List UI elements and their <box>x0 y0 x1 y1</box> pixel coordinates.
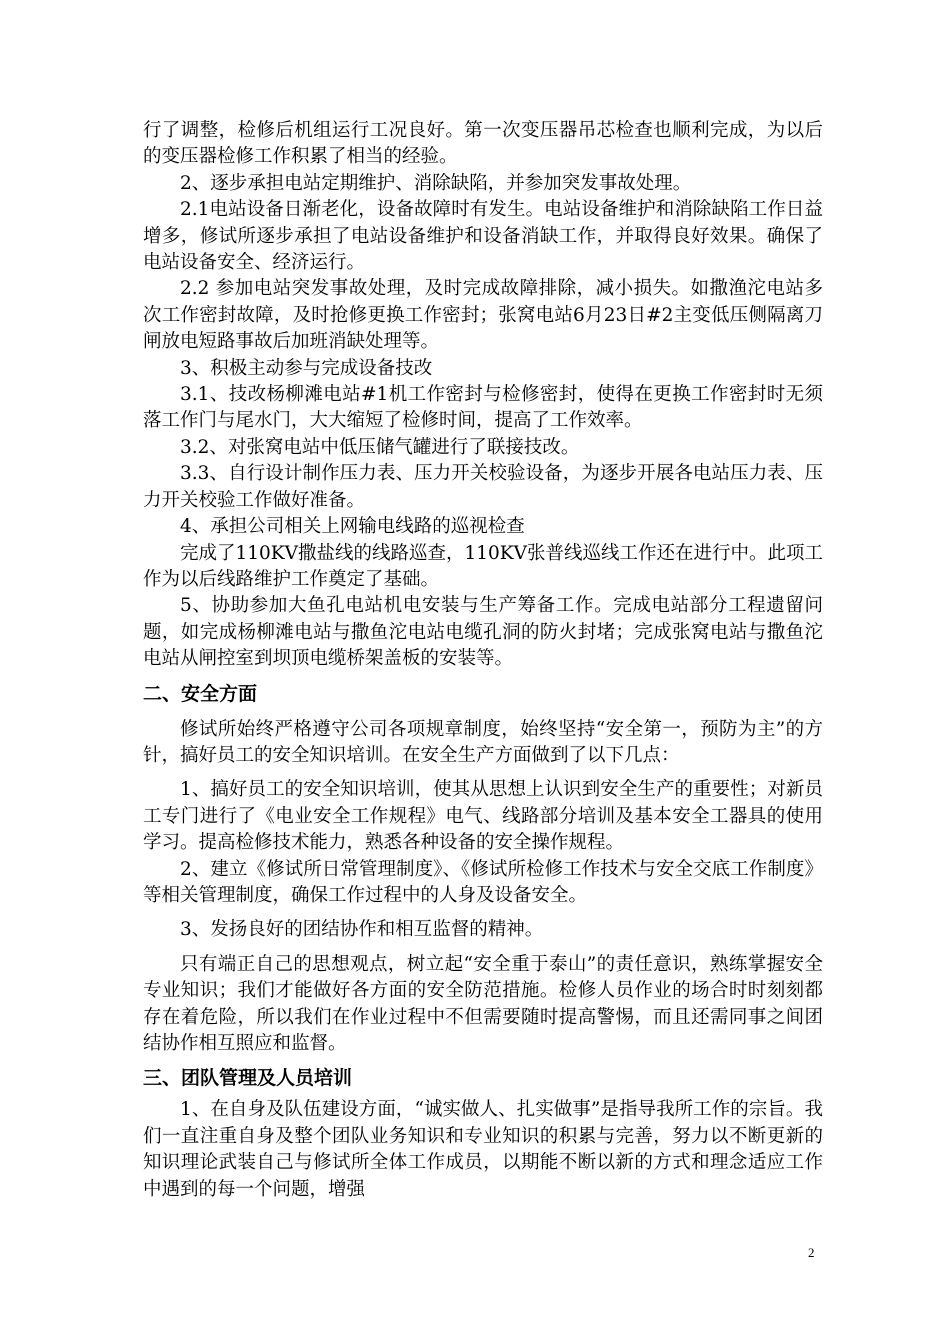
page-number: 2 <box>808 1245 815 1260</box>
paragraph: 3.3、自行设计制作压力表、压力开关校验设备，为逐步开展各电站压力表、压力开关校验工作做好准备。 <box>143 463 823 511</box>
paragraph: 2.1电站设备日渐老化，设备故障时有发生。电站设备维护和消除缺陷工作日益增多，修试所逐步承担了电站设备维护和设备消缺工作，并取得良好效果。确保了电站设备安全、经济运行。 <box>143 199 823 274</box>
paragraph: 2、逐步承担电站定期维护、消除缺陷，并参加突发事故处理。 <box>180 172 692 194</box>
paragraph: 修试所始终严格遵守公司各项规章制度，始终坚持“安全第一，预防为主”的方针，搞好员工的安全知识培训。在安全生产方面做到了以下几点： <box>143 718 823 766</box>
paragraph: 3.1、技改杨柳滩电站#1机工作密封与检修密封，使得在更换工作密封时无须落工作门与尾水门，大大缩短了检修时间，提高了工作效率。 <box>143 384 823 432</box>
section-heading-safety: 二、安全方面 <box>143 682 258 705</box>
paragraph: 4、承担公司相关上网输电线路的巡视检查 <box>180 516 525 538</box>
paragraph: 3.2、对张窝电站中低压储气罐进行了联接技改。 <box>180 436 580 458</box>
paragraph: 2、建立《修试所日常管理制度》、《修试所检修工作技术与安全交底工作制度》等相关管理制度，确保工作过程中的人身及设备安全。 <box>143 858 823 906</box>
paragraph: 完成了110KV撒盐线的线路巡查，110KV张普线巡线工作还在进行中。此项工作为以后线路维护工作奠定了基础。 <box>143 542 823 590</box>
paragraph: 只有端正自己的思想观点，树立起“安全重于泰山”的责任意识，熟练掌握安全专业知识；我们才能做好各方面的安全防范措施。检修人员作业的场合时时刻刻都存在着危险，所以我们在作业过程中不但需要随时提高警惕，而且还需同事之间团结协作相互照应和监督。 <box>143 953 823 1054</box>
paragraph: 1、搞好员工的安全知识培训，使其从思想上认识到安全生产的重要性；对新员工专门进行了《电业安全工作规程》电气、线路部分培训及基本安全工器具的使用学习。提高检修技术能力，熟悉各种设备的安全操作规程。 <box>143 779 823 854</box>
paragraph: 1、在自身及队伍建设方面，“诚实做人、扎实做事”是指导我所工作的宗旨。我们一直注重自身及整个团队业务知识和专业知识的积累与完善，努力以不断更新的知识理论武装自己与修试所全体工作成员，以期能不断以新的方式和理念适应工作中遇到的每一个问题，增强 <box>143 1099 823 1200</box>
paragraph: 3、发扬良好的团结协作和相互监督的精神。 <box>180 919 544 941</box>
paragraph: 5、协助参加大鱼孔电站机电安装与生产筹备工作。完成电站部分工程遗留问题，如完成杨柳滩电站与撒鱼沱电站电缆孔洞的防火封堵；完成张窝电站与撒鱼沱电站从闸控室到坝顶电缆桥架盖板的安装等。 <box>143 595 823 670</box>
paragraph: 3、积极主动参与完成设备技改 <box>180 357 433 379</box>
paragraph: 2.2 参加电站突发事故处理，及时完成故障排除，减小损失。如撒渔沱电站多次工作密封故障，及时抢修更换工作密封；张窝电站6月23日#2主变低压侧隔离刀闸放电短路事故后加班消缺处理等。 <box>143 278 823 353</box>
paragraph: 行了调整，检修后机组运行工况良好。第一次变压器吊芯检查也顺利完成，为以后的变压器检修工作积累了相当的经验。 <box>143 120 823 168</box>
document-body <box>143 118 823 1203</box>
section-heading-team: 三、团队管理及人员培训 <box>143 1067 353 1090</box>
